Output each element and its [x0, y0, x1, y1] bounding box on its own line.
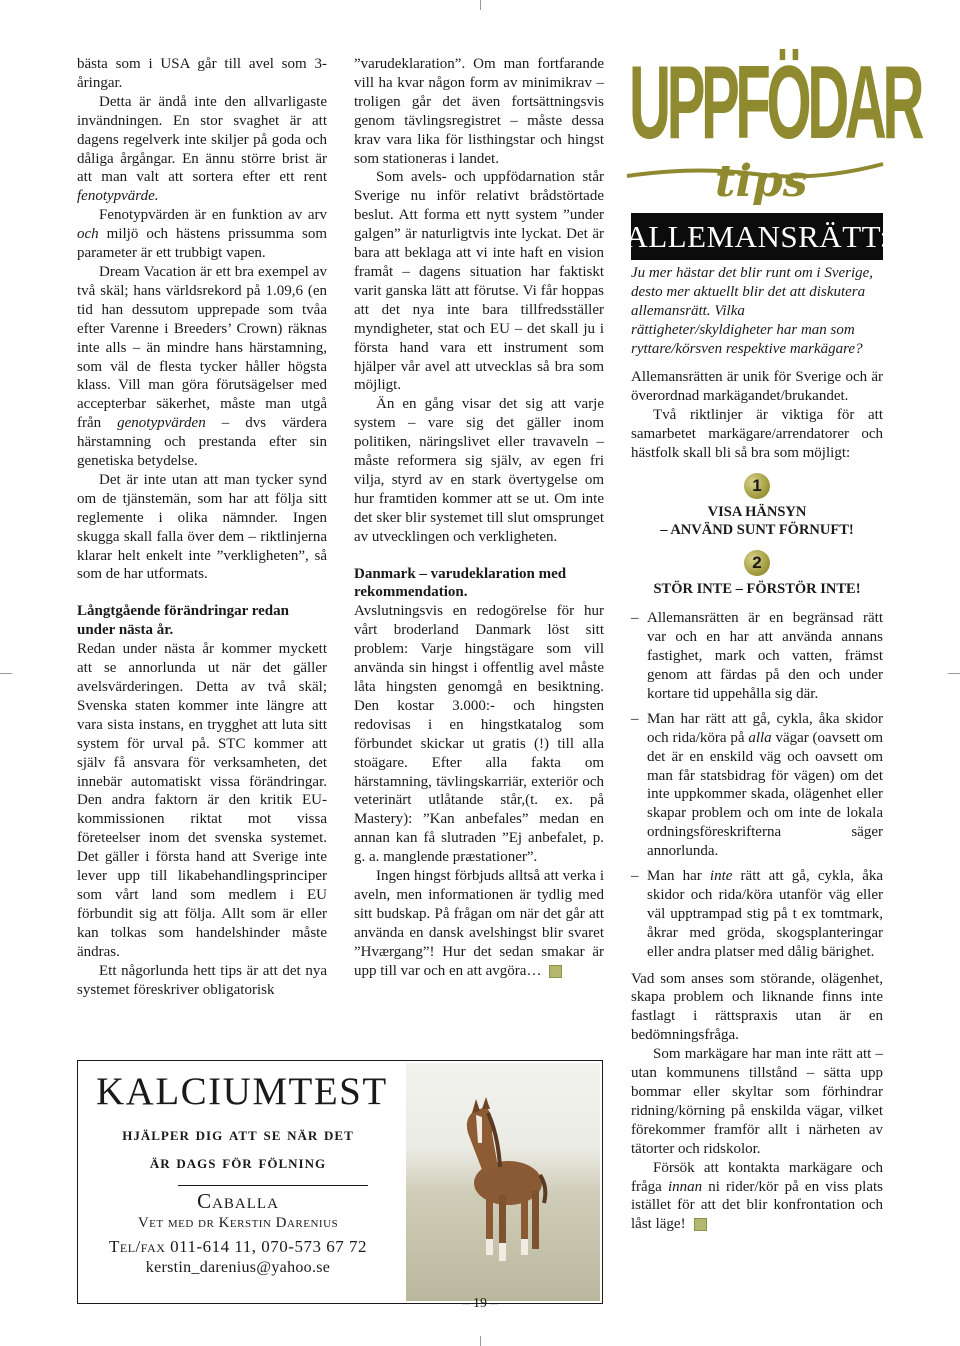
ad-brand: Caballa	[197, 1189, 279, 1213]
section-heading: Långtgående förändringar redan under nästa år.	[77, 603, 289, 639]
paragraph: Två riktlinjer är viktiga för att samarbetet markägare/arrendatorer och hästfolk skall bli så bra som möjligt:	[631, 406, 883, 461]
crop-mark	[948, 673, 960, 674]
emphasis: genotypvärden	[117, 415, 206, 432]
paragraph: Fenotypvärden är en funktion av arv och miljö och hästens prissumma som parameter är ett trubbigt vapen.	[77, 207, 327, 262]
crop-mark	[480, 1336, 481, 1346]
uppfodar-tips-logo	[625, 36, 920, 207]
end-mark-icon	[549, 965, 562, 978]
rights-list	[631, 609, 883, 961]
ad-subtitle: hjälper dig att se när det är dags för fölning	[122, 1124, 354, 1173]
logo-script: tips	[715, 156, 808, 207]
logo-word: UPPFÖDAR	[629, 45, 920, 161]
paragraph: bästa som i USA går till avel som 3-åringar.	[77, 56, 327, 91]
rule-title: STÖR INTE – FÖRSTÖR INTE!	[653, 581, 861, 598]
emphasis: innan	[667, 1178, 703, 1195]
paragraph: Försök att kontakta markägare och fråga innan ni rider/kör på en viss plats istället för att det blir konfrontation och låst läge!	[631, 1159, 883, 1233]
rule-number-badge: 2	[744, 550, 770, 576]
paragraph: Ingen hingst förbjuds alltså att verka i aveln, men informationen är tydlig med sitt budskap. På frågan om när det går att använda en dansk avelshingst blir svaret ”Hværgang”! Hur det sedan smakar är upp till var och en att avgöra…	[354, 868, 604, 979]
rule-number-badge: 1	[744, 473, 770, 499]
ad-email[interactable]: kerstin_darenius@yahoo.se	[145, 1259, 331, 1276]
end-mark-icon	[694, 1218, 707, 1231]
section-lead: Ju mer hästar det blir runt om i Sverige, desto mer aktuellt blir det att diskutera allemansrätt. Vilka rättigheter/skyldigheter har man som ryttare/körsven respektive markägare?	[631, 265, 874, 357]
paragraph: Avslutningsvis en redogörelse för hur vårt broderland Danmark löst sitt problem: Varje hingstägare som vill använda sin hingst i offentlig avel måste låta hingsten genomgå en besiktning. Den kostar 3.000:- och hingsten redovisas i en hingstkatalog som förbundet skickar ut gratis (!) till alla stoägare. Efter alla fakta om härstamning, tävlingskarriär, exteriör och veterinärt utlåtande står,(t. ex. på Mastery): ”Kan anbefales” medan en annan kan få slutraden ”Ej anbefalet, p. g. a. manglende præstationer”.	[354, 603, 604, 866]
section-banner: ALLEMANSRÄTT:	[631, 213, 883, 260]
paragraph: Redan under nästa år kommer myckett att se annorlunda ut när det gäller avelsvärderingen. Detta av två skäl; Svenska staten kommer inte längre att vara sista instans, en trygghet att luta sitt system för urval på. STC kommer att själv få ansvara för verksamheten, det innebär automatiskt vissa förändringar. Den andra faktorn är den kritik EU-kommissionen riktat mot vissa företeelser inom det svenska systemet. Det gäller i första hand att Sverige inte lever upp till likabehandlingsprinciper som vårt land som medlem i EU förbundit sig att följa. Allt som är eller kan tolkas som handelshinder måste ändras.	[77, 641, 327, 960]
paragraph: Detta är ändå inte den allvarligaste invändningen. En stor svaghet är att dagens regelverk inte skiljer på goda och dåliga årgångar. En ännu större brist är att man valt att sortera efter ett rent fenotypvärde.	[77, 93, 327, 205]
list-item: – Man har inte rätt att gå, cykla, åka skidor och rida/köra utanför väg eller väl upptrampad stig på t ex tomtmark, åkrar med gröda, skogsplanteringar eller andra platser med dålig bärighet.	[631, 867, 883, 962]
list-item: – Allemansrätten är en begränsad rätt var och en har att använda annans fastighet, mark och vatten, främst genom att färdas på den och under kortare tid uppehålla sig där.	[631, 609, 883, 704]
section-heading: Danmark – varudeklaration med rekommendation.	[354, 565, 567, 601]
paragraph: Det är inte utan att man tycker synd om de tjänstemän, som har att följa sitt reglemente i olika nämnder. Ingen skugga skall falla över dem – riktlinjerna klarar helt enkelt inte ”verkligheten”, så som de har utformats.	[77, 471, 327, 583]
list-item: – Man har rätt att gå, cykla, åka skidor och rida/köra på alla vägar (oavsett om det är en enskild väg och oavsett om man får statsbidrag för vägen) om det inte uppkommer skada, olägenhet eller skapar problem och om inte de lokala ordningsföreskrifterna säger annorlunda.	[631, 710, 883, 861]
paragraph: ”varudeklaration”. Om man fortfarande vill ha kvar någon form av minimikrav – troligen går det även fortsättningsvis genom tävlingsregistret – måste dessa krav vara lika för listhingstar och hingst som stationeras i landet.	[354, 56, 604, 167]
article-column-2	[354, 55, 604, 981]
foal-photo	[406, 1063, 600, 1301]
paragraph: Som markägare har man inte rätt att – utan kommunens tillstånd – sätta upp bommar eller skyltar som förhindrar ridning/körning på enskilda vägar, vilket förekommer framför allt i närheten av tätorter och ridskolor.	[631, 1046, 883, 1157]
paragraph: Som avels- och uppfödarnation står Sverige nu inför relativt brådstörtade beslut. Att forma ett nytt system ”under galgen” är naturligtvis inte lyckat. Det är bara att beklaga att vi inte haft en vision framåt – dagens situation har faktiskt varit ganska lätt att förutse. Vi får hoppas att det nya inte bara tillfredsställer myndigheter, stat och EU – det skall ju i första hand vara ett instrument som hjälper vår avel att utvecklas så bra som möjligt.	[354, 169, 604, 394]
paragraph: Än en gång visar det sig att varje system – vare sig det gäller inom politiken, näringslivet eller travaveln – måste reformera sig själv, av egen fri vilja, styrd av en stark övertygelse om hur framtiden kommer att se ut. Om inte det sker blir systemet till slut omsprunget av utvecklingen och verkligheten.	[354, 396, 604, 545]
crop-mark	[0, 673, 12, 674]
divider	[178, 1185, 368, 1186]
paragraph: Dream Vacation är ett bra exempel av två skäl; hans världsrekord på 1.09,6 (en tid han dessutom upprepade som tvåa efter Varenne i Breeders’ Crown) räknas inte alls – än mindre hans härstamning, som väl de flesta tycker håller högsta klass. Vill man göra förutsägelser med accepterbar säkerhet, måste man utgå från genotypvärden – dvs värdera härstamning och prestanda efter sin genetiska betydelse.	[77, 263, 327, 470]
emphasis: och	[77, 226, 99, 243]
ad-title: KALCIUMTEST	[96, 1070, 388, 1113]
emphasis: inte	[709, 868, 733, 885]
ad-phone: Tel/fax 011-614 11, 070-573 67 72	[109, 1237, 367, 1256]
crop-mark	[480, 0, 481, 10]
kalciumtest-advertisement	[77, 1060, 603, 1304]
rule-title: VISA HÄNSYN – ANVÄND SUNT FÖRNUFT!	[660, 503, 854, 539]
paragraph: Allemansrätten är unik för Sverige och är överordnad markägandet/brukandet.	[631, 369, 883, 404]
paragraph: Vad som anses som störande, olägenhet, skapa problem och liknande finns inte fastlagt i rättspraxis utan är en bedömningsfråga.	[631, 970, 883, 1044]
page-number: – 19 –	[462, 1296, 498, 1311]
allemansratt-column	[631, 368, 883, 1234]
paragraph: Ett någorlunda hett tips är att det nya systemet föreskriver obligatorisk	[77, 962, 327, 998]
article-column-1	[77, 55, 327, 999]
emphasis: fenotypvärde.	[77, 188, 159, 205]
ad-vet-name: Vet med dr Kerstin Darenius	[137, 1215, 339, 1231]
emphasis: alla	[748, 729, 772, 746]
